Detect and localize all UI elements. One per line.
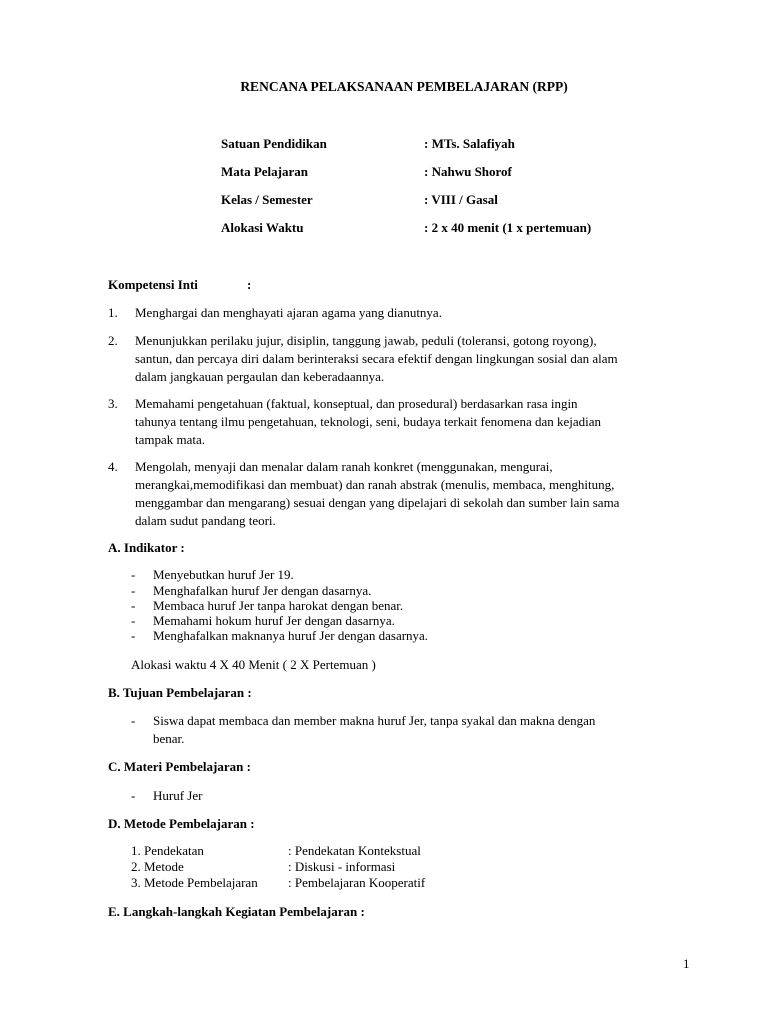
indikator-bullet-1: - [131,567,136,582]
identity-value-satuan: : MTs. Salafiyah [424,136,515,151]
kompetensi-text-1-line-1: Menghargai dan menghayati ajaran agama yang dianutnya. [135,305,442,320]
kompetensi-number-2: 2. [108,333,118,348]
metode-label-1: 1. Pendekatan [131,843,204,858]
indikator-item-2: Menghafalkan huruf Jer dengan dasarnya. [153,583,372,598]
kompetensi-number-3: 3. [108,396,118,411]
kompetensi-text-2-line-2: santun, dan percaya diri dalam berinteraksi secara efektif dengan lingkungan sosial dan alam [135,351,618,366]
indikator-bullet-2: - [131,583,136,598]
kompetensi-text-3-line-3: tampak mata. [135,432,206,447]
indikator-item-3: Membaca huruf Jer tanpa harokat dengan benar. [153,598,404,613]
materi-bullet: - [131,788,136,803]
indikator-bullet-3: - [131,598,136,613]
metode-label-2: 2. Metode [131,859,184,874]
tujuan-bullet: - [131,713,136,728]
metode-label-3: 3. Metode Pembelajaran [131,875,258,890]
metode-heading: D. Metode Pembelajaran : [108,816,255,831]
kompetensi-text-4-line-2: merangkai,memodifikasi dan membuat) dan ranah abstrak (menulis, membaca, menghitung, [135,477,615,492]
kompetensi-text-3-line-1: Memahami pengetahuan (faktual, konseptual, dan prosedural) berdasarkan rasa ingin [135,396,578,411]
indikator-alokasi: Alokasi waktu 4 X 40 Menit ( 2 X Pertemuan ) [131,657,376,672]
kompetensi-colon: : [247,277,252,292]
kompetensi-text-3-line-2: tahunya tentang ilmu pengetahuan, teknologi, seni, budaya terkait fenomena dan kejadian [135,414,602,429]
tujuan-line-2: benar. [153,731,185,746]
identity-label-mapel: Mata Pelajaran [221,164,309,179]
kompetensi-text-2-line-1: Menunjukkan perilaku jujur, disiplin, tanggung jawab, peduli (toleransi, gotong royong), [135,333,597,348]
kompetensi-text-4-line-3: menggambar dan mengarang) sesuai dengan yang dipelajari di sekolah dan sumber lain sama [135,495,620,510]
materi-heading: C. Materi Pembelajaran : [108,759,251,774]
kompetensi-number-1: 1. [108,305,118,320]
identity-label-satuan: Satuan Pendidikan [221,136,327,151]
kompetensi-number-4: 4. [108,459,118,474]
tujuan-heading: B. Tujuan Pembelajaran : [108,685,252,700]
identity-value-kelas: : VIII / Gasal [424,192,498,207]
indikator-bullet-4: - [131,613,136,628]
kompetensi-heading: Kompetensi Inti [108,277,198,292]
indikator-heading: A. Indikator : [108,540,185,555]
page-number: 1 [683,956,690,971]
identity-label-alokasi: Alokasi Waktu [221,220,304,235]
identity-label-kelas: Kelas / Semester [221,192,313,207]
tujuan-line-1: Siswa dapat membaca dan member makna huruf Jer, tanpa syakal dan makna dengan [153,713,596,728]
identity-value-alokasi: : 2 x 40 menit (1 x pertemuan) [424,220,592,235]
kompetensi-text-4-line-4: dalam sudut pandang teori. [135,513,276,528]
indikator-bullet-5: - [131,628,136,643]
identity-value-mapel: : Nahwu Shorof [424,164,512,179]
document-title: RENCANA PELAKSANAAN PEMBELAJARAN (RPP) [240,79,568,94]
kompetensi-text-4-line-1: Mengolah, menyaji dan menalar dalam ranah konkret (menggunakan, mengurai, [135,459,553,474]
materi-item: Huruf Jer [153,788,203,803]
indikator-item-4: Memahami hokum huruf Jer dengan dasarnya. [153,613,395,628]
metode-value-3: : Pembelajaran Kooperatif [288,875,426,890]
kompetensi-text-2-line-3: dalam jangkauan pergaulan dan keberadaannya. [135,369,385,384]
metode-value-1: : Pendekatan Kontekstual [288,843,421,858]
langkah-heading: E. Langkah-langkah Kegiatan Pembelajaran : [108,904,365,919]
indikator-item-1: Menyebutkan huruf Jer 19. [153,567,294,582]
metode-value-2: : Diskusi - informasi [288,859,396,874]
indikator-item-5: Menghafalkan maknanya huruf Jer dengan dasarnya. [153,628,429,643]
